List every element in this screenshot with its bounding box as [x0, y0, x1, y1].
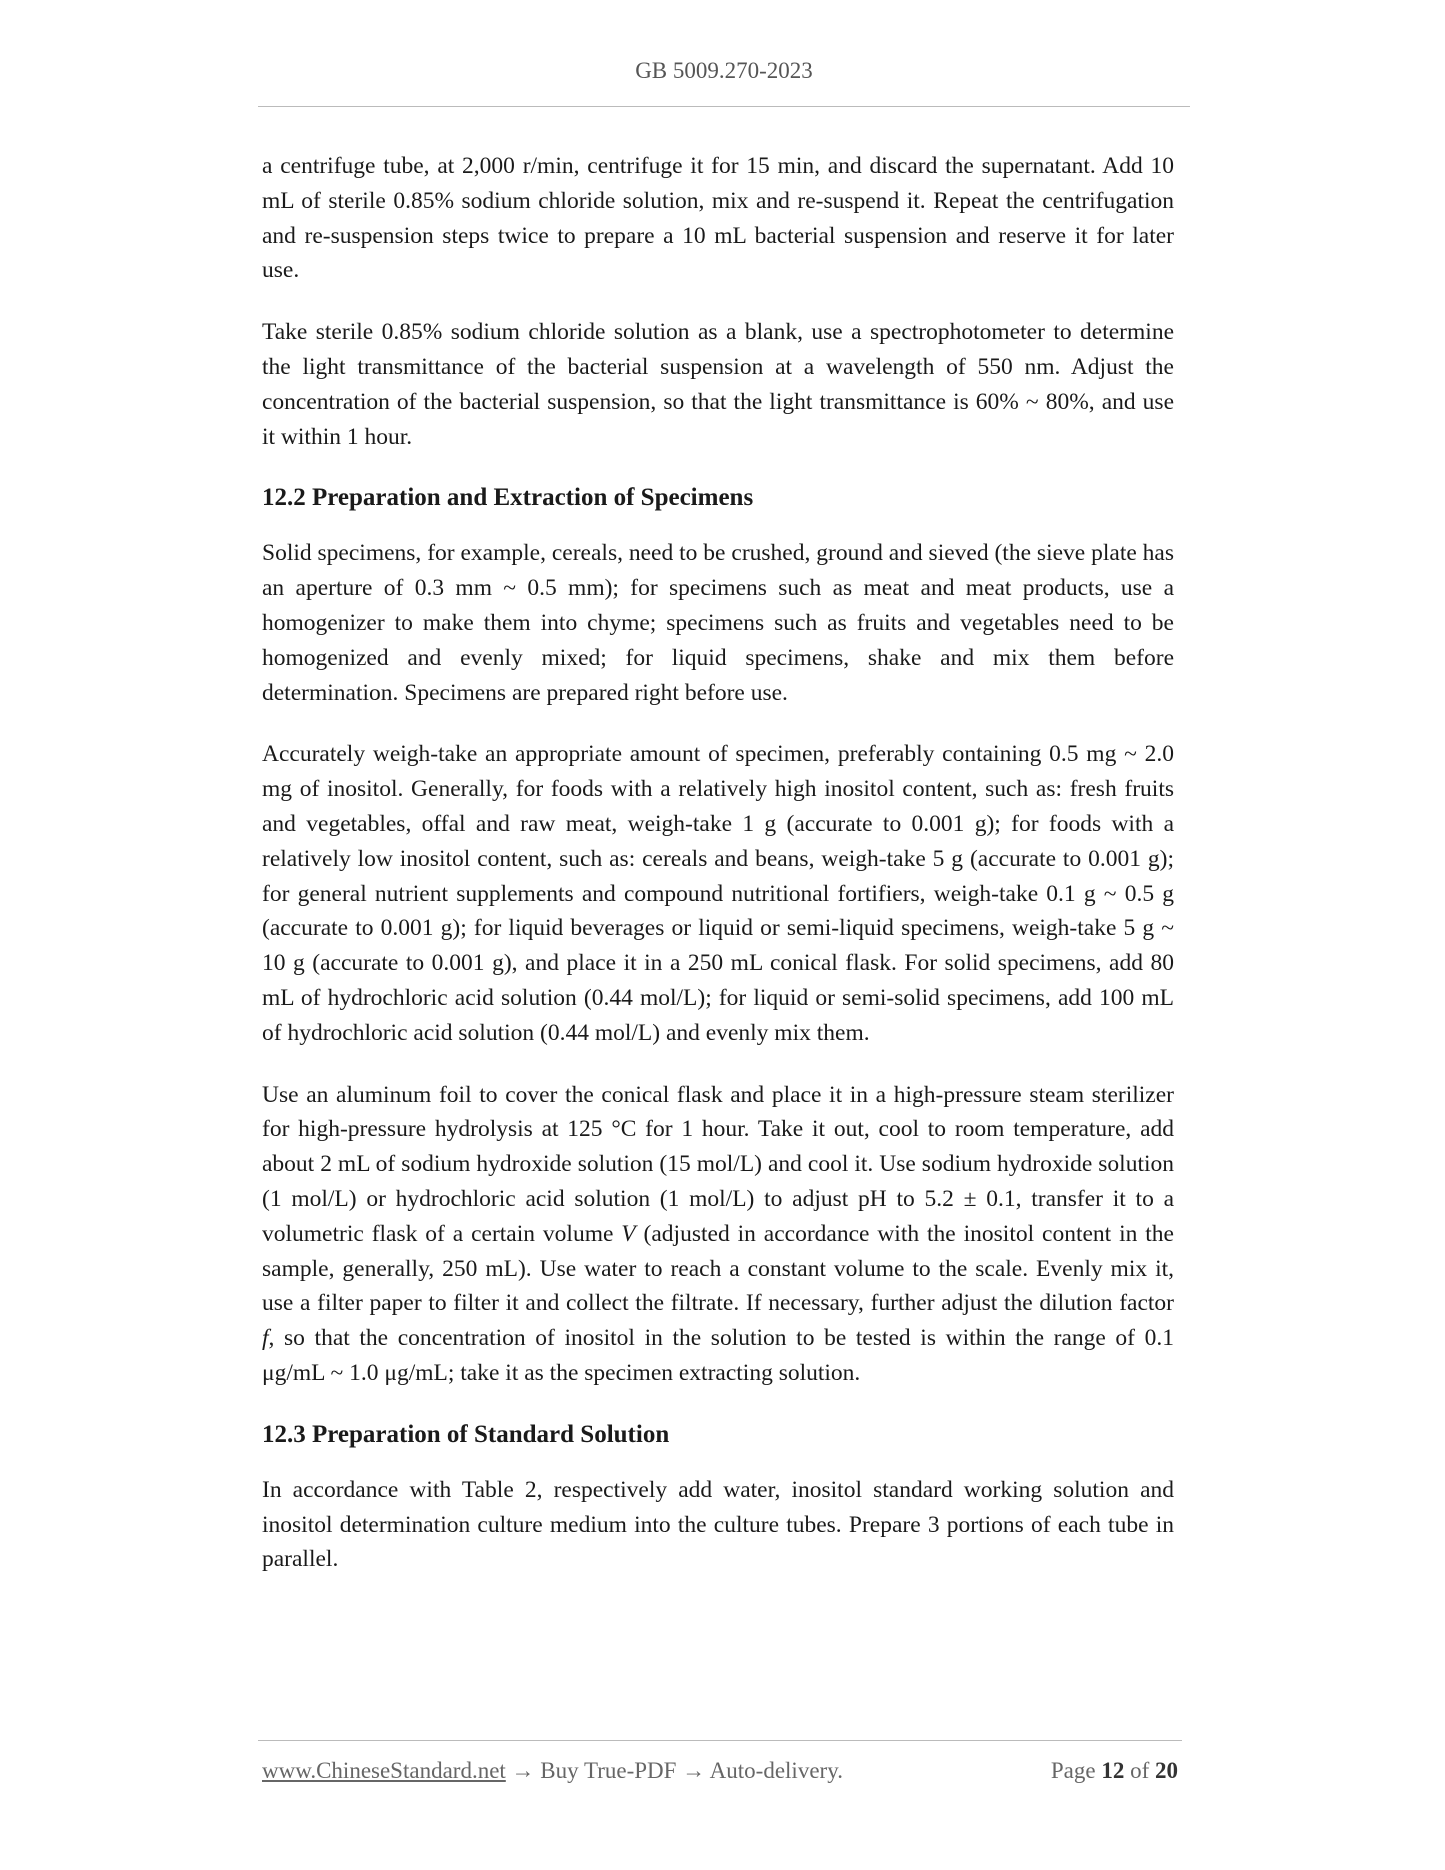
hydrolysis-text-part-3: , so that the concentration of inositol in the solution to be tested is within the range of 0.1 μg/mL ~ 1.0 μg/mL; take it as the specimen extracting solution. [262, 1325, 1174, 1386]
website-link[interactable]: www.ChineseStandard.net [262, 1758, 506, 1783]
buy-pdf-text: Buy True-PDF [540, 1758, 677, 1783]
auto-delivery-text: Auto-delivery. [709, 1758, 843, 1783]
hydrolysis-text-part-2: (adjusted in accordance with the inositol content in the sample, generally, 250 mL). Use water to reach a constant volume to the scale. Evenly mix it, use a filter paper to filter it and collect the filtrate. If necessary, further adjust the dilution factor [262, 1220, 1174, 1317]
total-pages: 20 [1155, 1758, 1178, 1783]
arrow-icon: → [505, 1758, 541, 1783]
page-label: Page [1050, 1758, 1102, 1783]
header-divider [258, 106, 1190, 107]
paragraph-weigh-take: Accurately weigh-take an appropriate amount of specimen, preferably containing 0.5 mg ~ 2.0 mg of inositol. Generally, for foods with a relatively high inositol content, such as: fresh fruits and vegetables, offal and raw meat, weigh-take 1 g (accurate to 0.001 g); for foods with a relatively low inositol content, such as: cereals and beans, weigh-take 5 g (accurate to 0.001 g); for general nutrient supplements and compound nutritional fortifiers, weigh-take 0.1 g ~ 0.5 g (accurate to 0.001 g); for liquid beverages or liquid or semi-liquid specimens, weigh-take 5 g ~ 10 g (accurate to 0.001 g), and place it in a 250 mL conical flask. For solid specimens, add 80 mL of hydrochloric acid solution (0.44 mol/L); for liquid or semi-solid specimens, add 100 mL of hydrochloric acid solution (0.44 mol/L) and evenly mix them. [262, 741, 1174, 1046]
footer-divider [258, 1740, 1182, 1741]
dilution-factor-variable: f [262, 1325, 269, 1352]
page-body [262, 149, 1174, 1604]
paragraph-centrifuge: a centrifuge tube, at 2,000 r/min, centrifuge it for 15 min, and discard the supernatant. Add 10 mL of sterile 0.85% sodium chloride solution, mix and re-suspend it. Repeat the centrifugation and re-suspension steps twice to prepare a 10 mL bacterial suspension and reserve it for later use. [262, 153, 1174, 284]
current-page: 12 [1101, 1758, 1125, 1783]
paragraph-standard-solution: In accordance with Table 2, respectively add water, inositol standard working solution and inositol determination culture medium into the culture tubes. Prepare 3 portions of each tube in parallel. [262, 1476, 1174, 1573]
section-heading-12-3: 12.3 Preparation of Standard Solution [262, 1420, 670, 1448]
document-header: GB 5009.270-2023 [635, 58, 813, 83]
hydrolysis-text-part-1: Use an aluminum foil to cover the conical flask and place it in a high-pressure steam sterilizer for high-pressure hydrolysis at 125 °C for 1 hour. Take it out, cool to room temperature, add about 2 mL of sodium hydroxide solution (15 mol/L) and cool it. Use sodium hydroxide solution (1 mol/L) or hydrochloric acid solution (1 mol/L) to adjust pH to 5.2 ± 0.1, transfer it to a volumetric flask of a certain volume [262, 1081, 1174, 1247]
section-heading-12-2: 12.2 Preparation and Extraction of Specimens [262, 484, 754, 512]
arrow-icon: → [676, 1758, 710, 1783]
page-number [1051, 1758, 1178, 1784]
paragraph-transmittance: Take sterile 0.85% sodium chloride solution as a blank, use a spectrophotometer to determine the light transmittance of the bacterial suspension at a wavelength of 550 nm. Adjust the concentration of the bacterial suspension, so that the light transmittance is 60% ~ 80%, and use it within 1 hour. [262, 319, 1174, 450]
paragraph-hydrolysis [262, 1078, 1174, 1391]
paragraph-solid-specimens: Solid specimens, for example, cereals, need to be crushed, ground and sieved (the sieve plate has an aperture of 0.3 mm ~ 0.5 mm); for specimens such as meat and meat products, use a homogenizer to make them into chyme; specimens such as fruits and vegetables need to be homogenized and evenly mixed; for liquid specimens, shake and mix them before determination. Specimens are prepared right before use. [262, 540, 1174, 706]
of-label: of [1124, 1758, 1155, 1783]
volume-variable: V [621, 1220, 636, 1247]
footer-promo [262, 1758, 843, 1784]
